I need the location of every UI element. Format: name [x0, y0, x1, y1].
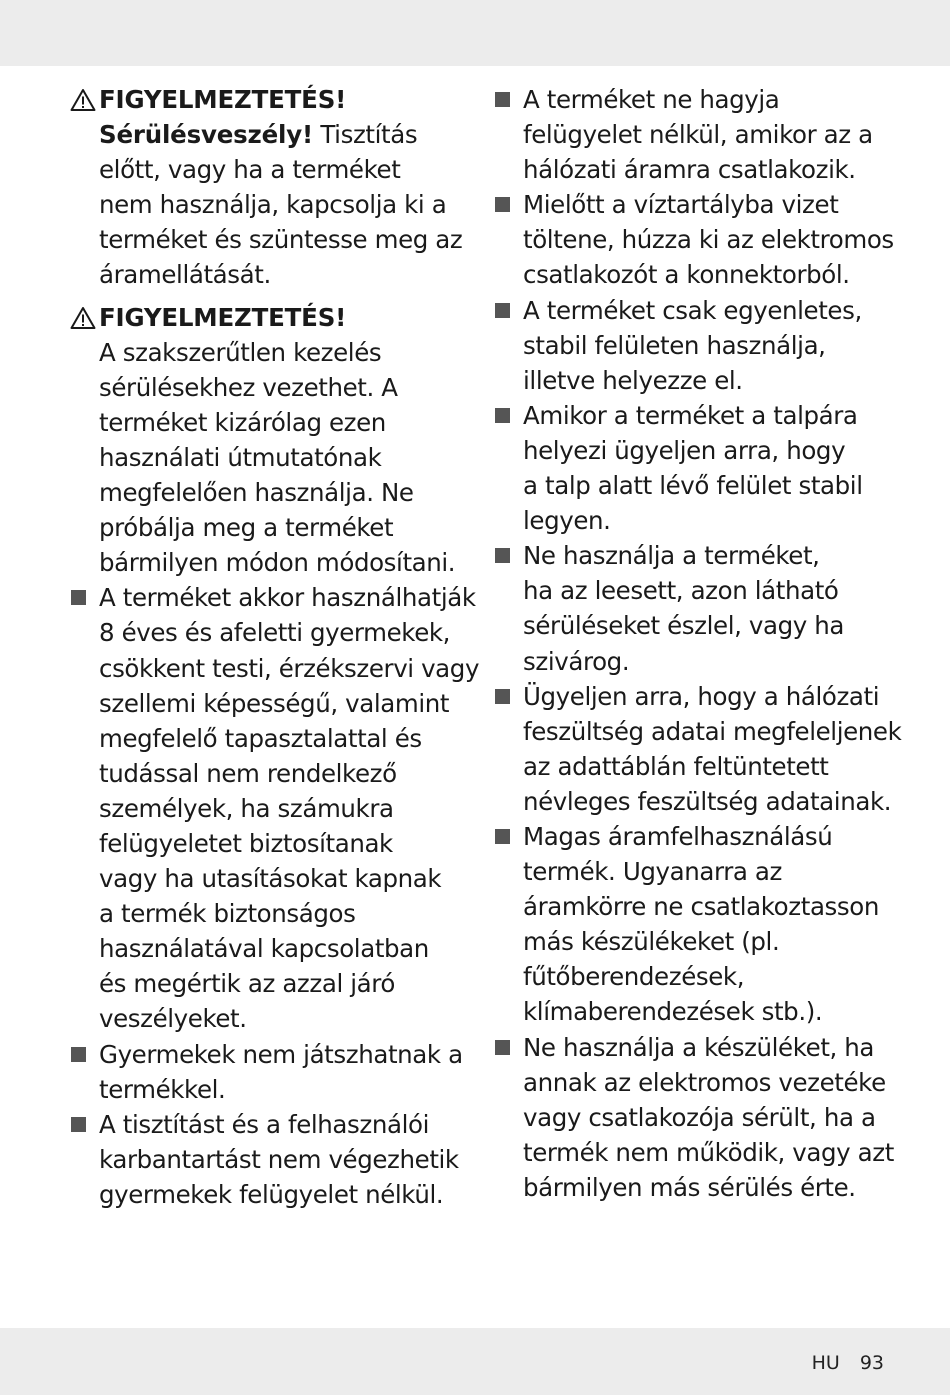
bullet-text-line: feszültség adatai megfeleljenek — [523, 716, 902, 746]
bullet-text-line: csatlakozót a konnektorból. — [523, 260, 850, 290]
bullet-text-line: Ügyeljen arra, hogy a hálózati — [523, 681, 880, 711]
square-bullet-icon — [495, 829, 510, 844]
bullet-text-line: vagy csatlakozója sérült, ha a — [523, 1102, 876, 1132]
bullet-item — [494, 187, 914, 292]
bullet-text-line: termék nem működik, vagy azt — [523, 1137, 894, 1167]
bullet-text-line: klímaberendezések stb.). — [523, 997, 823, 1027]
language-code: HU — [811, 1352, 840, 1374]
bullet-text-line: Ne használja a terméket, — [523, 541, 820, 571]
square-bullet-icon — [495, 689, 510, 704]
bullet-text-line: A terméket akkor használhatják — [99, 583, 476, 613]
page-number: 93 — [859, 1352, 884, 1374]
bullet-item — [494, 398, 914, 538]
bullet-item — [494, 1030, 914, 1205]
bullet-text-line: más készülékeket (pl. — [523, 927, 780, 957]
warning-bold-lead: Sérülésveszély! — [99, 120, 313, 150]
square-bullet-icon — [71, 1117, 86, 1132]
square-bullet-icon — [495, 1040, 510, 1055]
square-bullet-icon — [495, 197, 510, 212]
warning-text-line: használati útmutatónak — [99, 442, 382, 472]
bullet-text-line: az adattáblán feltüntetett — [523, 751, 829, 781]
bullet-text-line: Amikor a terméket a talpára — [523, 400, 858, 430]
square-bullet-icon — [495, 408, 510, 423]
bullet-text-line: áramkörre ne csatlakoztasson — [523, 892, 880, 922]
bullet-text-line: Magas áramfelhasználású — [523, 821, 833, 851]
square-bullet-icon — [495, 548, 510, 563]
bullet-text-line: A tisztítást és a felhasználói — [99, 1109, 430, 1139]
bullet-text-line: csökkent testi, érzékszervi vagy — [99, 653, 480, 683]
bullet-text-line: Mielőtt a víztartályba vizet — [523, 190, 839, 220]
bullet-text-line: tudással nem rendelkező — [99, 758, 397, 788]
square-bullet-icon — [71, 1047, 86, 1062]
warning-text-line: terméket kizárólag ezen — [99, 407, 386, 437]
warning-text-line: bármilyen módon módosítani. — [99, 548, 456, 578]
bullet-text-line: legyen. — [523, 506, 611, 536]
square-bullet-icon — [495, 92, 510, 107]
bullet-text-line: A terméket csak egyenletes, — [523, 295, 862, 325]
bullet-text-line: szivárog. — [523, 646, 630, 676]
bullet-text-line: stabil felületen használja, — [523, 330, 826, 360]
bullet-item — [70, 1107, 470, 1212]
bullet-text-line: vagy ha utasításokat kapnak — [99, 864, 442, 894]
bullet-text-line: megfelelő tapasztalattal és — [99, 723, 422, 753]
warning-text-line: A szakszerűtlen kezelés — [99, 337, 382, 367]
bullet-text-line: szellemi képességű, valamint — [99, 688, 450, 718]
bullet-text-line: termék. Ugyanarra az — [523, 857, 782, 887]
bullet-text-line: ha az leesett, azon látható — [523, 576, 839, 606]
warning-text-line: nem használja, kapcsolja ki a — [99, 190, 447, 220]
warning-heading: FIGYELMEZTETÉS! — [99, 302, 347, 332]
bullet-item — [494, 82, 914, 187]
bullet-text-line: veszélyeket. — [99, 1004, 247, 1034]
warning-text-line: sérülésekhez vezethet. A — [99, 372, 398, 402]
bullet-text-line: termékkel. — [99, 1074, 226, 1104]
square-bullet-icon — [495, 303, 510, 318]
bullet-item — [494, 538, 914, 678]
bullet-text-line: illetve helyezze el. — [523, 365, 743, 395]
bullet-text-line: személyek, ha számukra — [99, 793, 394, 823]
warning-text-line: terméket és szüntesse meg az — [99, 225, 463, 255]
right-column — [494, 82, 914, 1205]
left-column — [70, 82, 480, 1212]
bullet-item — [70, 1037, 470, 1107]
warning-triangle-icon — [70, 306, 96, 330]
bullet-text-line: hálózati áramra csatlakozik. — [523, 155, 856, 185]
bullet-text-line: sérüléseket észlel, vagy ha — [523, 611, 844, 641]
warning-text-line: Tisztítás — [312, 120, 418, 150]
bullet-text-line: karbantartást nem végezhetik — [99, 1144, 459, 1174]
bullet-text-line: és megértik az azzal járó — [99, 969, 395, 999]
bullet-text-line: névleges feszültség adatainak. — [523, 786, 892, 816]
bullet-item — [70, 580, 480, 1036]
bullet-text-line: annak az elektromos vezetéke — [523, 1067, 886, 1097]
warning-block-misuse — [70, 300, 470, 581]
bullet-text-line: felügyeletet biztosítanak — [99, 828, 393, 858]
warning-heading: FIGYELMEZTETÉS! — [99, 85, 347, 114]
bullet-text-line: A terméket ne hagyja — [523, 85, 780, 114]
bullet-text-line: a talp alatt lévő felület stabil — [523, 471, 863, 501]
bullet-text-line: 8 éves és afeletti gyermekek, — [99, 618, 451, 648]
top-band — [0, 0, 950, 66]
bullet-text-line: helyezi ügyeljen arra, hogy — [523, 435, 846, 465]
bullet-text-line: felügyelet nélkül, amikor az a — [523, 120, 873, 150]
bullet-item — [494, 293, 914, 398]
warning-triangle-icon — [70, 88, 96, 112]
bullet-text-line: töltene, húzza ki az elektromos — [523, 225, 894, 255]
bullet-item — [494, 819, 914, 1030]
warning-text-line: előtt, vagy ha a terméket — [99, 155, 401, 185]
bullet-text-line: fűtőberendezések, — [523, 962, 745, 992]
bullet-text-line: használatával kapcsolatban — [99, 934, 429, 964]
page-footer — [798, 1352, 884, 1374]
warning-text-line: megfelelően használja. Ne — [99, 478, 414, 508]
bullet-text-line: a termék biztonságos — [99, 899, 356, 929]
warning-text-line: áramellátását. — [99, 260, 271, 290]
bullet-text-line: bármilyen más sérülés érte. — [523, 1172, 856, 1202]
square-bullet-icon — [71, 590, 86, 605]
bullet-text-line: Gyermekek nem játszhatnak a — [99, 1039, 463, 1069]
bullet-item — [494, 679, 914, 819]
warning-block-injury — [70, 82, 470, 293]
bullet-text-line: Ne használja a készüléket, ha — [523, 1032, 875, 1062]
warning-text-line: próbálja meg a terméket — [99, 513, 394, 543]
bullet-text-line: gyermekek felügyelet nélkül. — [99, 1179, 444, 1209]
